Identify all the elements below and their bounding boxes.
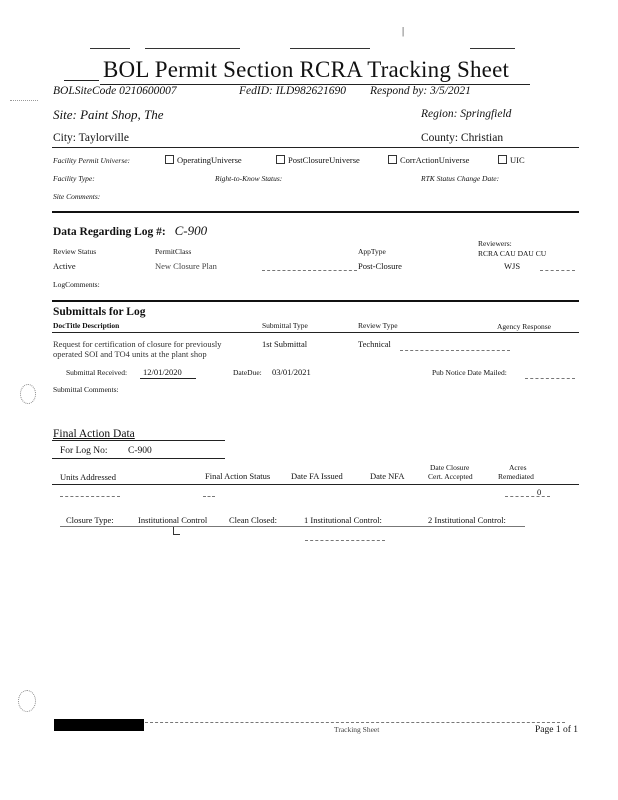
divider	[52, 484, 579, 485]
dash-line	[262, 270, 357, 271]
scan-line	[90, 48, 130, 49]
col-date-nfa: Date NFA	[370, 471, 405, 481]
county: County: Christian	[421, 132, 504, 144]
divider	[52, 332, 579, 333]
inst-control-2-label: 2 Institutional Control:	[428, 515, 506, 525]
dash-line	[400, 350, 510, 351]
region: Region: Springfield	[421, 108, 512, 120]
section-divider	[52, 211, 579, 213]
review-status-label: Review Status	[53, 247, 97, 256]
closure-type-label: Closure Type:	[66, 515, 114, 525]
col-acres-2: Remediated	[498, 472, 534, 481]
col-closure-2: Cert. Accepted	[428, 472, 473, 481]
col-date-fa-issued: Date FA Issued	[291, 471, 343, 481]
divider	[52, 458, 225, 459]
permit-class: New Closure Plan	[155, 261, 217, 271]
description-line-1: Request for certification of closure for previously	[53, 339, 222, 349]
universe-operating: OperatingUniverse	[165, 155, 242, 165]
footer-line	[145, 722, 565, 723]
divider	[52, 440, 225, 441]
col-agency-response: Agency Response	[497, 322, 551, 331]
pub-notice-label: Pub Notice Date Mailed:	[432, 368, 507, 377]
due-label: DateDue:	[233, 368, 262, 377]
log-comments-label: LogComments:	[53, 280, 100, 289]
site-comments: Site Comments:	[53, 192, 101, 201]
scan-mark: |	[402, 26, 405, 37]
checkbox-icon	[498, 155, 507, 164]
universe-uic: UIC	[498, 155, 525, 165]
city: City: Taylorville	[53, 132, 129, 144]
for-log-label: For Log No:	[60, 446, 108, 456]
dash-line	[305, 540, 385, 541]
col-final-action-status: Final Action Status	[205, 471, 271, 481]
respond-by: Respond by: 3/5/2021	[370, 85, 471, 97]
description-line-2: operated SOI and TO4 units at the plant shop	[53, 349, 207, 359]
clean-closed-label: Clean Closed:	[229, 515, 277, 525]
inst-control-label: Institutional Control	[138, 515, 208, 525]
rtk-change-date: RTK Status Change Date:	[421, 174, 500, 183]
site-name: Site: Paint Shop, The	[53, 107, 164, 122]
acres-value: 0	[537, 487, 542, 497]
final-action-heading: Final Action Data	[53, 428, 135, 440]
scan-smudge	[18, 690, 36, 712]
due-date: 03/01/2021	[272, 367, 311, 377]
col-doc-title: DocTitle Description	[53, 321, 120, 330]
universe-postclosure: PostClosureUniverse	[276, 155, 360, 165]
scan-line	[290, 48, 370, 49]
app-type-label: AppType	[358, 247, 386, 256]
section-divider	[52, 300, 579, 302]
checkbox-icon	[165, 155, 174, 164]
reviewer-columns: RCRA CAU DAU CU	[478, 249, 547, 258]
right-to-know: Right-to-Know Status:	[215, 174, 283, 183]
site-code: BOLSiteCode 0210600007	[53, 85, 177, 97]
dash-line	[540, 270, 575, 271]
universe-label: Facility Permit Universe:	[53, 156, 131, 165]
for-log-value: C-900	[128, 446, 152, 456]
inst-control-1-label: 1 Institutional Control:	[304, 515, 382, 525]
col-closure-1: Date Closure	[430, 463, 470, 472]
received-label: Submittal Received:	[66, 368, 128, 377]
facility-type: Facility Type:	[53, 174, 95, 183]
scan-line	[470, 48, 515, 49]
divider	[60, 526, 525, 527]
scan-smudge	[20, 384, 36, 404]
review-status: Active	[53, 261, 76, 271]
dash-line	[525, 378, 575, 379]
submittals-heading: Submittals for Log	[53, 306, 146, 318]
dash-line	[203, 496, 215, 497]
fed-id: FedID: ILD982621690	[239, 85, 346, 97]
universe-corraction: CorrActionUniverse	[388, 155, 469, 165]
checkbox-icon	[276, 155, 285, 164]
divider	[52, 147, 579, 148]
review-type: Technical	[358, 339, 391, 349]
dash-line	[60, 496, 120, 497]
scan-line	[145, 48, 240, 49]
app-type: Post-Closure	[358, 261, 402, 271]
submittal-type: 1st Submittal	[262, 339, 308, 349]
col-submittal-type: Submittal Type	[262, 321, 308, 330]
checkbox-icon	[173, 527, 180, 535]
page-number: Page 1 of 1	[535, 725, 579, 735]
scan-mark	[10, 100, 38, 101]
permit-class-label: PermitClass	[155, 247, 192, 256]
received-date: 12/01/2020	[143, 367, 182, 377]
checkbox-icon	[388, 155, 397, 164]
date-underline	[140, 378, 196, 379]
page-title: BOL Permit Section RCRA Tracking Sheet	[103, 57, 510, 82]
reviewer-value: WJS	[504, 261, 521, 271]
dash-line	[505, 496, 550, 497]
col-acres-1: Acres	[509, 463, 527, 472]
redaction-bar	[54, 719, 144, 731]
title-underline	[64, 80, 99, 81]
col-units-addressed: Units Addressed	[60, 472, 116, 482]
log-number: C-900	[174, 223, 208, 238]
submittal-comments-label: Submittal Comments:	[53, 385, 119, 394]
reviewers-label: Reviewers:	[478, 239, 512, 248]
log-heading: Data Regarding Log #: C-900	[53, 223, 208, 238]
footer-center: Tracking Sheet	[334, 725, 380, 734]
col-review-type: Review Type	[358, 321, 398, 330]
